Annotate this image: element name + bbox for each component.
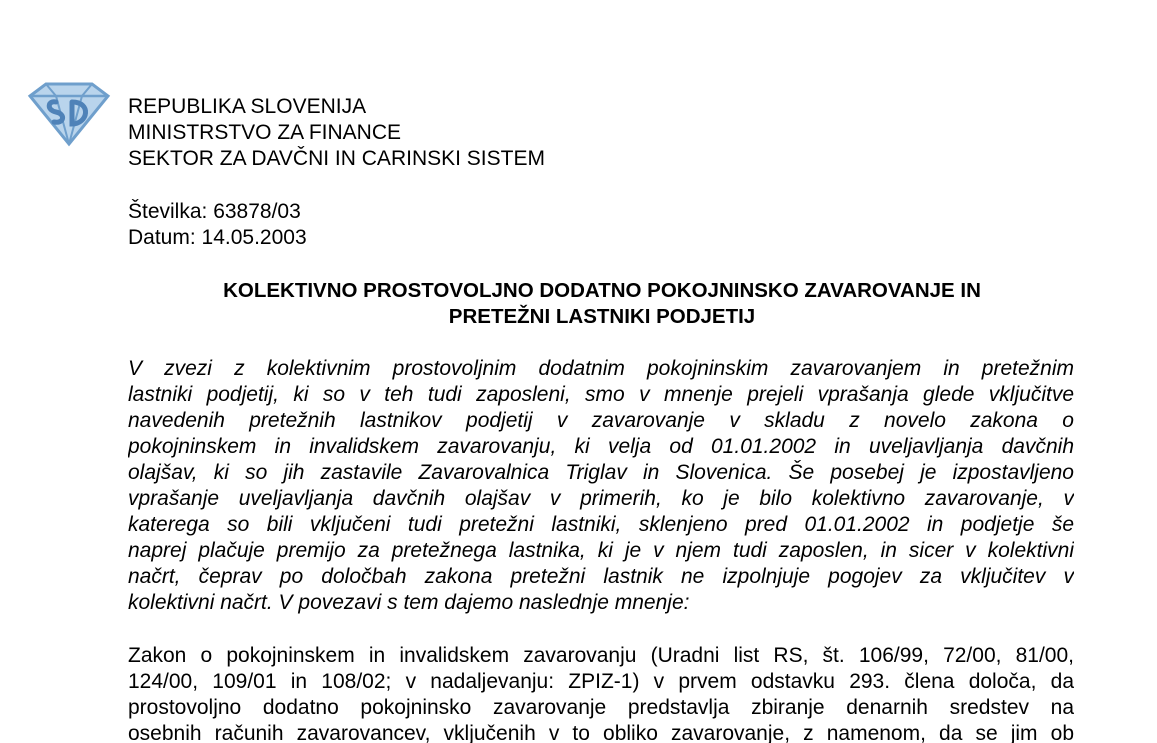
intro-paragraph (128, 356, 1074, 616)
body-paragraph (128, 643, 1074, 743)
letterhead-ministry: MINISTRSTVO ZA FINANCE (128, 121, 402, 144)
letterhead-sector: SEKTOR ZA DAVČNI IN CARINSKI SISTEM (128, 147, 545, 170)
paragraph-line: prostovoljno dodatno pokojninsko zavarovanje predstavlja zbiranje denarnih sredstev na (128, 696, 1074, 719)
paragraph-line: kolektivni načrt. V povezavi s tem dajemo naslednje mnenje: (128, 591, 690, 614)
paragraph-line: pokojninskem in invalidskem zavarovanju, ki velja od 01.01.2002 in uveljavljanja davčnih (128, 435, 1074, 458)
paragraph-line: vprašanje uveljavljanja davčnih olajšav v primerih, ko je bilo kolektivno zavarovanje, v (128, 487, 1074, 510)
document-date: Datum: 14.05.2003 (128, 226, 307, 249)
paragraph-line: Zakon o pokojninskem in invalidskem zavarovanju (Uradni list RS, št. 106/99, 72/00, 81/00, (128, 644, 1074, 667)
letterhead-country: REPUBLIKA SLOVENIJA (128, 95, 367, 118)
document-meta (128, 199, 307, 251)
document-title-line-1: KOLEKTIVNO PROSTOVOLJNO DODATNO POKOJNINSKO ZAVAROVANJE IN (223, 279, 981, 302)
paragraph-line: načrt, čeprav po določbah zakona pretežni lastnik ne izpolnjuje pogojev za vključitev v (128, 565, 1074, 588)
paragraph-line: katerega so bili vključeni tudi pretežni lastniki, sklenjeno pred 01.01.2002 in podjetje še (128, 513, 1074, 536)
paragraph-line: navedenih pretežnih lastnikov podjetij v zavarovanje v skladu z novelo zakona o (128, 409, 1074, 432)
document-number: Številka: 63878/03 (128, 200, 301, 223)
document-title (128, 278, 1076, 330)
document-title-line-2: PRETEŽNI LASTNIKI PODJETIJ (448, 305, 756, 328)
paragraph-line: osebnih računih zavarovancev, vključenih v to obliko zavarovanje, z namenom, da se jim ob (128, 722, 1074, 743)
paragraph-line: V zvezi z kolektivnim prostovoljnim dodatnim pokojninskim zavarovanjem in pretežnim (128, 357, 1074, 380)
paragraph-line: 124/00, 109/01 in 108/02; v nadaljevanju: ZPIZ-1) v prvem odstavku 293. člena določa, da (128, 670, 1074, 693)
paragraph-line: olajšav, ki so jih zastavile Zavarovalnica Triglav in Slovenica. Še posebej je izpostavljeno (128, 461, 1074, 484)
paragraph-line: lastniki podjetij, ki so v teh tudi zaposleni, smo v mnenje prejeli vprašanja glede vključitve (128, 383, 1074, 406)
ministry-logo-icon (26, 78, 112, 148)
paragraph-line: naprej plačuje premijo za pretežnega lastnika, ki je v njem tudi zaposlen, in sicer v kolektivni (128, 539, 1074, 562)
letterhead (128, 94, 545, 172)
